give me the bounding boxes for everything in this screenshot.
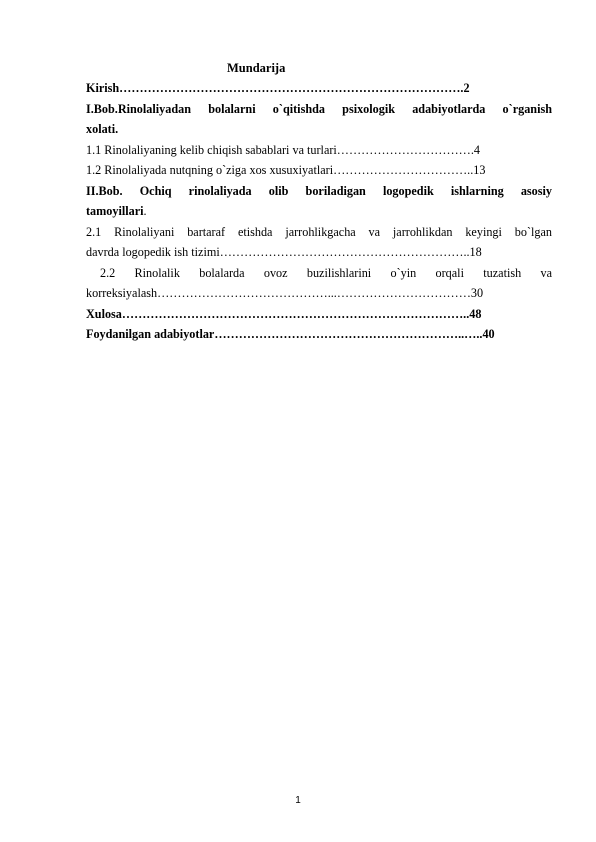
toc-entry-section-1-1: 1.1 Rinolaliyaning kelib chiqish sabablari va turlari…………………………….4 xyxy=(86,142,481,157)
toc-entry-kirish: Kirish………………………………………………………………………….2 xyxy=(86,81,470,95)
toc-entry-section-2-2-line1: 2.2 Rinolalik bolalarda ovoz buzilishlarini o`yin orqali tuzatish va xyxy=(100,265,552,280)
toc-title: Mundarija xyxy=(227,61,286,75)
page-number: 1 xyxy=(295,795,301,806)
toc-entry-section-2-1-line1: 2.1 Rinolaliyani bartaraf etishda jarrohlikgacha va jarrohlikdan keyingi bo`lgan xyxy=(86,224,552,239)
toc-entry-section-2-2-line2: korreksiyalash……………………………………...……………………………30 xyxy=(86,286,484,300)
toc-entry-bob1-line2: xolati. xyxy=(86,122,119,136)
toc-entry-bob2-dot: . xyxy=(143,204,147,218)
toc-entry-bob1-line1: I.Bob.Rinolaliyadan bolalarni o`qitishda psixologik adabiyotlarda o`rganish xyxy=(86,101,552,116)
toc-entry-bob2-line2 xyxy=(86,201,552,222)
toc-entry-bob2-title: tamoyillari xyxy=(86,204,144,218)
toc-entry-xulosa: Xulosa…………………………………………………………………………..48 xyxy=(86,306,482,321)
toc-entry-section-1-2: 1.2 Rinolaliyada nutqning o`ziga xos xusuxiyatlari……………………………..13 xyxy=(86,163,486,177)
toc-entry-foydalanilgan: Foydanilgan adabiyotlar……………………………………………………..…..40 xyxy=(86,327,495,341)
toc-entry-bob2-line1: II.Bob. Ochiq rinolaliyada olib boriladigan logopedik ishlarning asosiy xyxy=(86,183,552,198)
toc-entry-section-2-1-line2: davrda logopedik ish tizimi……………………………………………………..18 xyxy=(86,245,482,259)
table-of-contents xyxy=(86,58,552,345)
